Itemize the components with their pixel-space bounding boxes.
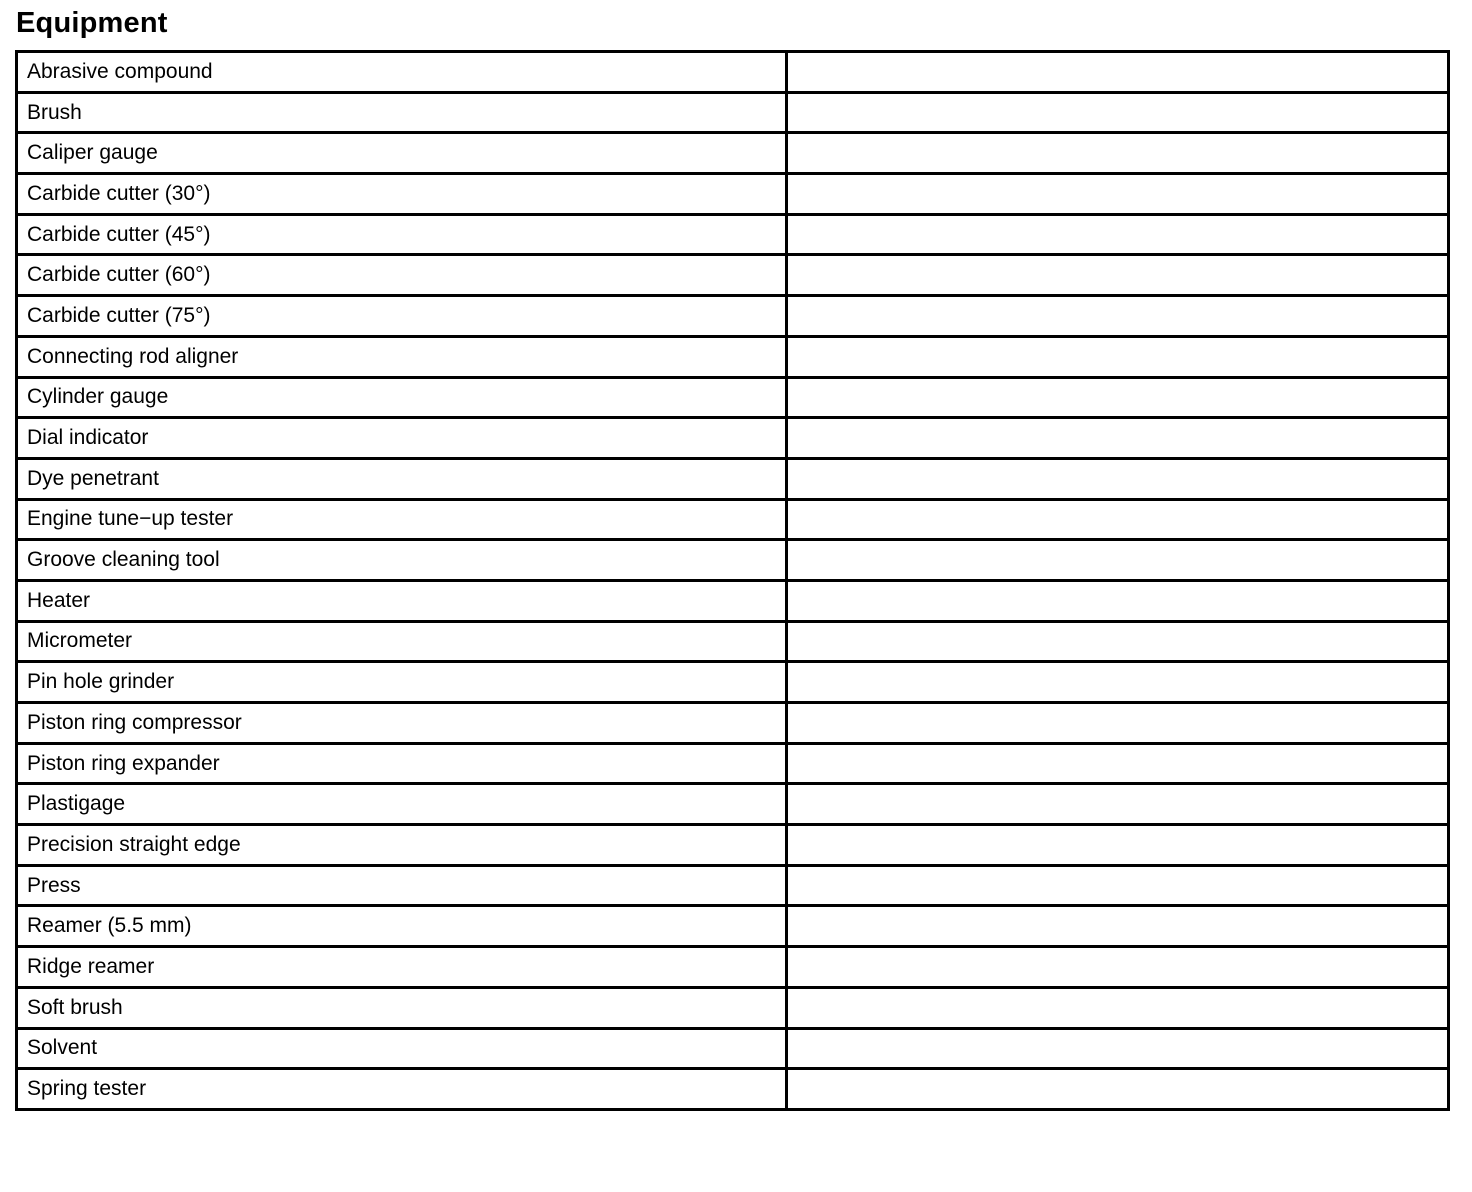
- table-row: [17, 499, 1449, 540]
- equipment-value-cell: [787, 540, 1449, 581]
- equipment-name-cell: Press: [17, 865, 787, 906]
- equipment-name-cell: Groove cleaning tool: [17, 540, 787, 581]
- table-row: [17, 1069, 1449, 1110]
- equipment-value-cell: [787, 1069, 1449, 1110]
- table-row: [17, 255, 1449, 296]
- equipment-value-cell: [787, 255, 1449, 296]
- equipment-name-cell: Reamer (5.5 mm): [17, 906, 787, 947]
- equipment-name-cell: Brush: [17, 92, 787, 133]
- equipment-value-cell: [787, 621, 1449, 662]
- equipment-value-cell: [787, 825, 1449, 866]
- equipment-name-cell: Carbide cutter (75°): [17, 296, 787, 337]
- equipment-table-body: [17, 52, 1449, 1110]
- page-title: Equipment: [16, 7, 168, 39]
- equipment-value-cell: [787, 662, 1449, 703]
- table-row: [17, 174, 1449, 215]
- equipment-value-cell: [787, 458, 1449, 499]
- equipment-value-cell: [787, 214, 1449, 255]
- equipment-value-cell: [787, 499, 1449, 540]
- table-row: [17, 133, 1449, 174]
- equipment-value-cell: [787, 947, 1449, 988]
- equipment-name-cell: Soft brush: [17, 987, 787, 1028]
- table-row: [17, 336, 1449, 377]
- table-row: [17, 1028, 1449, 1069]
- equipment-table: [15, 50, 1450, 1111]
- equipment-name-cell: Carbide cutter (45°): [17, 214, 787, 255]
- table-row: [17, 377, 1449, 418]
- table-row: [17, 865, 1449, 906]
- equipment-value-cell: [787, 1028, 1449, 1069]
- equipment-value-cell: [787, 92, 1449, 133]
- equipment-value-cell: [787, 865, 1449, 906]
- equipment-name-cell: Precision straight edge: [17, 825, 787, 866]
- equipment-name-cell: Ridge reamer: [17, 947, 787, 988]
- equipment-name-cell: Plastigage: [17, 784, 787, 825]
- table-row: [17, 92, 1449, 133]
- equipment-name-cell: Piston ring compressor: [17, 703, 787, 744]
- equipment-value-cell: [787, 784, 1449, 825]
- table-row: [17, 418, 1449, 459]
- equipment-name-cell: Heater: [17, 580, 787, 621]
- equipment-value-cell: [787, 703, 1449, 744]
- equipment-name-cell: Piston ring expander: [17, 743, 787, 784]
- equipment-name-cell: Spring tester: [17, 1069, 787, 1110]
- table-row: [17, 784, 1449, 825]
- table-row: [17, 703, 1449, 744]
- table-row: [17, 540, 1449, 581]
- equipment-name-cell: Abrasive compound: [17, 52, 787, 93]
- table-row: [17, 906, 1449, 947]
- equipment-value-cell: [787, 52, 1449, 93]
- table-row: [17, 621, 1449, 662]
- equipment-name-cell: Micrometer: [17, 621, 787, 662]
- table-row: [17, 987, 1449, 1028]
- equipment-name-cell: Solvent: [17, 1028, 787, 1069]
- table-row: [17, 214, 1449, 255]
- equipment-value-cell: [787, 336, 1449, 377]
- equipment-value-cell: [787, 174, 1449, 215]
- equipment-name-cell: Cylinder gauge: [17, 377, 787, 418]
- table-row: [17, 825, 1449, 866]
- table-row: [17, 458, 1449, 499]
- table-row: [17, 52, 1449, 93]
- table-row: [17, 947, 1449, 988]
- equipment-name-cell: Carbide cutter (60°): [17, 255, 787, 296]
- table-row: [17, 743, 1449, 784]
- equipment-value-cell: [787, 987, 1449, 1028]
- equipment-name-cell: Connecting rod aligner: [17, 336, 787, 377]
- equipment-value-cell: [787, 296, 1449, 337]
- equipment-name-cell: Caliper gauge: [17, 133, 787, 174]
- equipment-value-cell: [787, 906, 1449, 947]
- equipment-value-cell: [787, 418, 1449, 459]
- equipment-name-cell: Engine tune−up tester: [17, 499, 787, 540]
- equipment-value-cell: [787, 580, 1449, 621]
- equipment-value-cell: [787, 133, 1449, 174]
- equipment-name-cell: Dye penetrant: [17, 458, 787, 499]
- equipment-name-cell: Carbide cutter (30°): [17, 174, 787, 215]
- equipment-name-cell: Pin hole grinder: [17, 662, 787, 703]
- equipment-name-cell: Dial indicator: [17, 418, 787, 459]
- equipment-value-cell: [787, 743, 1449, 784]
- table-row: [17, 580, 1449, 621]
- table-row: [17, 662, 1449, 703]
- equipment-value-cell: [787, 377, 1449, 418]
- table-row: [17, 296, 1449, 337]
